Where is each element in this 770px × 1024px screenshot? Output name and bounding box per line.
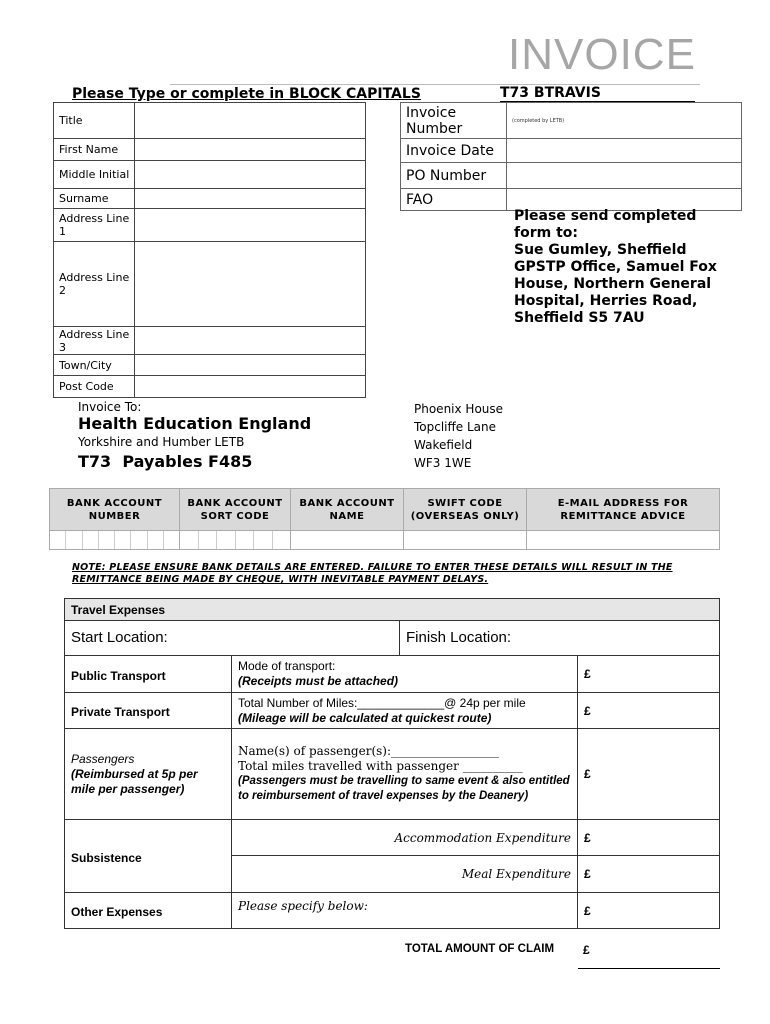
town-city-field[interactable] (135, 355, 366, 376)
address-line: Phoenix House (414, 402, 504, 416)
public-transport-label: Public Transport (65, 656, 232, 693)
public-transport-details[interactable] (232, 656, 578, 693)
passengers-rate-note: (Reimbursed at 5p per mile per passenger) (71, 766, 198, 796)
bank-header-swift-code: SWIFT CODE (OVERSEAS ONLY) (404, 489, 527, 531)
first-name-field[interactable] (135, 139, 366, 161)
invoice-to-address (414, 400, 503, 472)
total-claim-label: TOTAL AMOUNT OF CLAIM (405, 943, 555, 955)
accommodation-expenditure-label: Accommodation Expenditure (232, 820, 578, 856)
address-line-3-field[interactable] (135, 327, 366, 355)
send-to-heading: Please send completed form to: (514, 208, 697, 241)
bank-header-account-number: BANK ACCOUNT NUMBER (50, 489, 180, 531)
label-town-city: Town/City (54, 355, 135, 376)
bank-details-table (49, 488, 720, 550)
invoice-to-payables: T73 Payables F485 (78, 452, 253, 471)
label-address-line-1: Address Line 1 (54, 209, 135, 242)
account-number-field[interactable] (50, 531, 180, 550)
account-name-field[interactable] (291, 531, 404, 550)
accommodation-amount[interactable]: £ (578, 820, 720, 856)
label-surname: Surname (54, 189, 135, 209)
address-line-1-field[interactable] (135, 209, 366, 242)
invoice-number-label: Invoice Number (401, 103, 507, 139)
label-middle-initial: Middle Initial (54, 161, 135, 189)
passenger-names: Name(s) of passenger(s):__________________ (238, 744, 500, 758)
label-post-code: Post Code (54, 376, 135, 398)
private-transport-amount[interactable]: £ (578, 693, 720, 729)
invoice-title: INVOICE (508, 30, 696, 79)
address-line: WF3 1WE (414, 456, 472, 470)
address-line-2-field[interactable] (135, 242, 366, 327)
po-number-field[interactable] (507, 163, 742, 189)
post-code-field[interactable] (135, 376, 366, 398)
invoice-to-org: Health Education England (78, 414, 312, 433)
swift-code-field[interactable] (404, 531, 527, 550)
total-miles: Total Number of Miles:_____________@ 24p per mile (238, 695, 526, 710)
invoice-date-label: Invoice Date (401, 139, 507, 163)
mode-of-transport: Mode of transport: (238, 659, 336, 673)
start-location-field[interactable] (65, 621, 400, 655)
other-expenses-amount[interactable]: £ (578, 893, 720, 929)
title-underline (170, 84, 700, 85)
address-line: Topcliffe Lane (414, 420, 497, 434)
bank-header-email: E-MAIL ADDRESS FOR REMITTANCE ADVICE (527, 489, 720, 531)
invoice-fields-table (400, 102, 742, 211)
passengers-label (65, 729, 232, 820)
personal-details-table (53, 102, 366, 398)
travel-expenses-heading: Travel Expenses (64, 598, 720, 620)
meal-amount[interactable]: £ (578, 856, 720, 893)
finish-location-field[interactable] (400, 621, 719, 655)
reference-code: T73 BTRAVIS (500, 86, 695, 102)
receipts-note: (Receipts must be attached) (238, 674, 399, 688)
sort-code-field[interactable] (180, 531, 291, 550)
send-to-address: Sue Gumley, Sheffield GPSTP Office, Samuel Fox House, Northern General Hospital, Herries Road, Sheffield S5 7AU (514, 242, 717, 326)
bank-header-account-name: BANK ACCOUNT NAME (291, 489, 404, 531)
label-address-line-2: Address Line 2 (54, 242, 135, 327)
remittance-email-field[interactable] (527, 531, 720, 550)
private-transport-details[interactable] (232, 693, 578, 729)
start-location-label: Start Location: (71, 629, 168, 646)
passenger-miles: Total miles travelled with passenger __________ (238, 759, 523, 773)
passengers-title: Passengers (71, 751, 135, 766)
surname-field[interactable] (135, 189, 366, 209)
total-claim-amount[interactable]: £ (583, 943, 590, 957)
meal-expenditure-label: Meal Expenditure (232, 856, 578, 893)
invoice-to-label: Invoice To: (78, 400, 142, 414)
send-to-block (514, 208, 729, 327)
invoice-to-region: Yorkshire and Humber LETB (78, 435, 245, 449)
subsistence-label: Subsistence (65, 820, 232, 893)
address-line: Wakefield (414, 438, 473, 452)
invoice-date-field[interactable] (507, 139, 742, 163)
total-underline (578, 968, 720, 969)
invoice-number-field[interactable] (507, 103, 742, 139)
other-expenses-label: Other Expenses (65, 893, 232, 929)
mileage-note: (Mileage will be calculated at quickest route) (238, 710, 492, 725)
bank-note: NOTE: PLEASE ENSURE BANK DETAILS ARE ENTERED. FAILURE TO ENTER THESE DETAILS WILL RESULT IN THE REMITTANCE BEING MADE BY CHEQUE, WITH INEVITABLE PAYMENT DELAYS. (72, 562, 673, 585)
block-capitals-note: Please Type or complete in BLOCK CAPITALS (72, 86, 421, 102)
private-transport-label: Private Transport (65, 693, 232, 729)
po-number-label: PO Number (401, 163, 507, 189)
invoice-number-note: (completed by LETB) (512, 117, 565, 124)
label-address-line-3: Address Line 3 (54, 327, 135, 355)
other-expenses-prompt: Please specify below: (238, 899, 368, 913)
middle-initial-field[interactable] (135, 161, 366, 189)
passengers-details[interactable] (232, 729, 578, 820)
bank-header-sort-code: BANK ACCOUNT SORT CODE (180, 489, 291, 531)
other-expenses-details[interactable] (232, 893, 578, 929)
title-field[interactable] (135, 103, 366, 139)
finish-location-label: Finish Location: (406, 629, 512, 646)
fao-label: FAO (401, 189, 507, 211)
travel-expenses-table (64, 598, 720, 929)
passengers-amount[interactable]: £ (578, 729, 720, 820)
label-first-name: First Name (54, 139, 135, 161)
label-title: Title (54, 103, 135, 139)
passenger-eligibility-note: (Passengers must be travelling to same event & also entitled to reimbursement of travel expenses by the Deanery) (238, 775, 570, 802)
public-transport-amount[interactable]: £ (578, 656, 720, 693)
